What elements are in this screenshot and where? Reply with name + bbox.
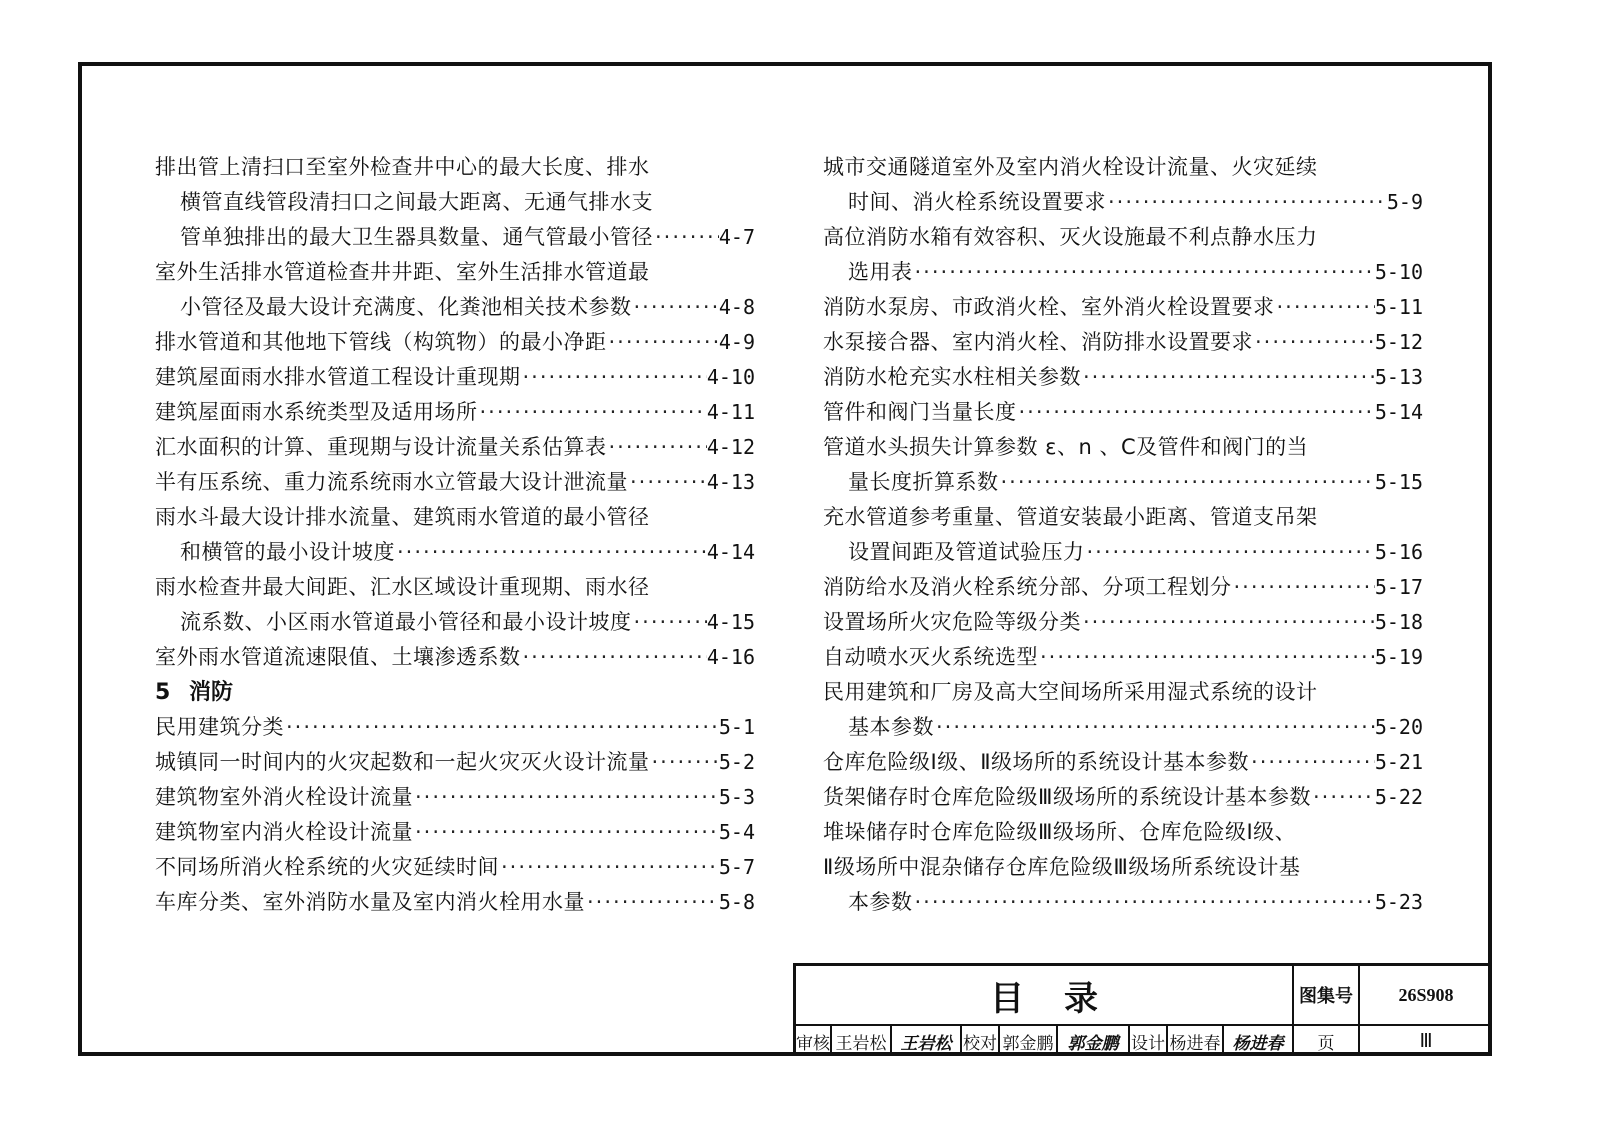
toc-entry-text: 城市交通隧道室外及室内消火栓设计流量、火灾延续 xyxy=(823,155,1318,179)
toc-entry xyxy=(155,570,755,605)
title-block xyxy=(793,963,1489,1053)
toc-entry-text: 货架储存时仓库危险级Ⅲ级场所的系统设计基本参数 xyxy=(823,785,1311,809)
toc-page-number: 4-15 xyxy=(706,610,755,634)
section-heading xyxy=(155,675,755,710)
toc-page-number: 4-14 xyxy=(706,540,755,564)
dot-leader xyxy=(1085,535,1375,570)
toc-entry xyxy=(823,780,1423,815)
toc-entry xyxy=(823,535,1423,570)
toc-entry xyxy=(155,255,755,290)
toc-right-column xyxy=(823,150,1423,920)
toc-entry xyxy=(155,500,755,535)
dot-leader xyxy=(934,710,1375,745)
dot-leader xyxy=(1017,395,1375,430)
toc-entry xyxy=(823,220,1423,255)
toc-page-number: 5-15 xyxy=(1374,470,1423,494)
dot-leader xyxy=(632,290,719,325)
toc-page-number: 5-3 xyxy=(718,785,755,809)
toc-entry-text: 充水管道参考重量、管道安装最小距离、管道支吊架 xyxy=(823,505,1318,529)
designer-signature: 杨进春 xyxy=(1224,1026,1294,1056)
toc-entry xyxy=(155,150,755,185)
dot-leader xyxy=(999,465,1375,500)
toc-entry xyxy=(155,710,755,745)
toc-entry-text: 设置间距及管道试验压力 xyxy=(848,540,1085,564)
toc-entry xyxy=(155,780,755,815)
signature-row xyxy=(796,1026,1492,1056)
dot-leader xyxy=(413,815,719,850)
dot-leader xyxy=(1038,640,1375,675)
toc-page-number: 5-12 xyxy=(1374,330,1423,354)
dot-leader xyxy=(478,395,707,430)
section-number: 5 xyxy=(155,680,171,705)
toc-entry xyxy=(823,360,1423,395)
toc-entry-text: 消防水枪充实水柱相关参数 xyxy=(823,365,1081,389)
toc-entry-text: 仓库危险级Ⅰ级、Ⅱ级场所的系统设计基本参数 xyxy=(823,750,1250,774)
toc-page-number: 5-21 xyxy=(1374,750,1423,774)
dot-leader xyxy=(413,780,719,815)
toc-entry xyxy=(155,325,755,360)
toc-entry xyxy=(823,850,1423,885)
toc-entry-text: 室外生活排水管道检查井井距、室外生活排水管道最 xyxy=(155,260,650,284)
toc-entry xyxy=(155,535,755,570)
toc-entry-text: 消防水泵房、市政消火栓、室外消火栓设置要求 xyxy=(823,295,1275,319)
designer-name: 杨进春 xyxy=(1168,1026,1224,1056)
toc-entry xyxy=(823,675,1423,710)
toc-page-number: 4-12 xyxy=(706,435,755,459)
dot-leader xyxy=(1106,185,1387,220)
toc-entry-text: 建筑物室外消火栓设计流量 xyxy=(155,785,413,809)
toc-entry-text: 民用建筑和厂房及高大空间场所采用湿式系统的设计 xyxy=(823,680,1318,704)
dot-leader xyxy=(653,220,719,255)
toc-entry xyxy=(155,465,755,500)
page-number: Ⅲ xyxy=(1419,1030,1433,1052)
toc-page-number: 5-14 xyxy=(1374,400,1423,424)
toc-page-number: 5-8 xyxy=(718,890,755,914)
toc-entry-text: 汇水面积的计算、重现期与设计流量关系估算表 xyxy=(155,435,607,459)
toc-entry xyxy=(155,885,755,920)
toc-entry xyxy=(155,185,755,220)
toc-entry-text: 建筑屋面雨水系统类型及适用场所 xyxy=(155,400,478,424)
toc-page-number: 5-11 xyxy=(1374,295,1423,319)
toc-entry-text: 建筑物室内消火栓设计流量 xyxy=(155,820,413,844)
toc-entry-text: 堆垛储存时仓库危险级Ⅲ级场所、仓库危险级Ⅰ级、 xyxy=(823,820,1297,844)
section-title: 消防 xyxy=(189,680,234,705)
toc-entry-text: 横管直线管段清扫口之间最大距离、无通气排水支 xyxy=(180,190,653,214)
dot-leader xyxy=(585,885,719,920)
toc-entry-text: 选用表 xyxy=(848,260,913,284)
dot-leader xyxy=(607,430,707,465)
toc-entry-text: 水泵接合器、室内消火栓、消防排水设置要求 xyxy=(823,330,1253,354)
toc-entry xyxy=(155,360,755,395)
dot-leader xyxy=(521,360,707,395)
toc-entry-text: 雨水检查井最大间距、汇水区域设计重现期、雨水径 xyxy=(155,575,650,599)
toc-entry-text: 管件和阀门当量长度 xyxy=(823,400,1017,424)
toc-entry-text: 民用建筑分类 xyxy=(155,715,284,739)
toc-left-column xyxy=(155,150,755,920)
toc-entry xyxy=(155,745,755,780)
toc-entry xyxy=(823,500,1423,535)
toc-entry xyxy=(823,640,1423,675)
toc-entry-text: 和横管的最小设计坡度 xyxy=(180,540,395,564)
toc-entry xyxy=(155,850,755,885)
review-label: 审核 xyxy=(796,1026,832,1056)
toc-page-number: 5-7 xyxy=(718,855,755,879)
toc-page-number: 4-16 xyxy=(706,645,755,669)
design-label: 设计 xyxy=(1130,1026,1168,1056)
dot-leader xyxy=(607,325,719,360)
toc-entry-text: 时间、消火栓系统设置要求 xyxy=(848,190,1106,214)
dot-leader xyxy=(650,745,719,780)
toc-entry xyxy=(155,640,755,675)
toc-entry-text: 自动喷水灭火系统选型 xyxy=(823,645,1038,669)
toc-entry xyxy=(823,430,1423,465)
toc-page-number: 4-8 xyxy=(718,295,755,319)
dot-leader xyxy=(1253,325,1375,360)
atlas-number-label: 图集号 xyxy=(1294,966,1360,1026)
reviewer-signature: 王岩松 xyxy=(892,1026,962,1056)
toc-entry xyxy=(823,325,1423,360)
dot-leader xyxy=(1081,605,1375,640)
toc-entry-text: 量长度折算系数 xyxy=(848,470,999,494)
toc-page-number: 4-10 xyxy=(706,365,755,389)
toc-page-number: 5-17 xyxy=(1374,575,1423,599)
toc-page-number: 5-19 xyxy=(1374,645,1423,669)
toc-entry xyxy=(155,430,755,465)
toc-page-number: 5-20 xyxy=(1374,715,1423,739)
toc-entry-text: 本参数 xyxy=(848,890,913,914)
toc-entry-text: 小管径及最大设计充满度、化粪池相关技术参数 xyxy=(180,295,632,319)
toc-entry xyxy=(823,710,1423,745)
toc-entry-text: 消防给水及消火栓系统分部、分项工程划分 xyxy=(823,575,1232,599)
toc-entry xyxy=(823,185,1423,220)
dot-leader xyxy=(395,535,707,570)
toc-page-number: 5-16 xyxy=(1374,540,1423,564)
toc-entry-text: 车库分类、室外消防水量及室内消火栓用水量 xyxy=(155,890,585,914)
toc-page-number: 5-9 xyxy=(1386,190,1423,214)
toc-page-number: 5-1 xyxy=(718,715,755,739)
toc-page-number: 4-13 xyxy=(706,470,755,494)
toc-page-number: 5-23 xyxy=(1374,890,1423,914)
dot-leader xyxy=(913,255,1375,290)
toc-entry xyxy=(823,465,1423,500)
dot-leader xyxy=(913,885,1375,920)
toc-entry-text: Ⅱ级场所中混杂储存仓库危险级Ⅲ级场所系统设计基 xyxy=(823,855,1301,879)
toc-entry-text: 不同场所消火栓系统的火灾延续时间 xyxy=(155,855,499,879)
dot-leader xyxy=(284,710,719,745)
toc-page-number: 4-7 xyxy=(718,225,755,249)
toc-entry xyxy=(823,395,1423,430)
dot-leader xyxy=(1081,360,1375,395)
toc-entry xyxy=(155,395,755,430)
atlas-number: 26S908 xyxy=(1360,966,1492,1026)
toc-entry-text: 雨水斗最大设计排水流量、建筑雨水管道的最小管径 xyxy=(155,505,650,529)
dot-leader xyxy=(1249,745,1375,780)
dot-leader xyxy=(499,850,719,885)
toc-entry xyxy=(823,815,1423,850)
toc-page-number: 4-9 xyxy=(718,330,755,354)
toc-entry xyxy=(823,605,1423,640)
reviewer-name: 王岩松 xyxy=(832,1026,892,1056)
toc-page-number: 5-10 xyxy=(1374,260,1423,284)
toc-entry-text: 室外雨水管道流速限值、土壤渗透系数 xyxy=(155,645,521,669)
toc-entry xyxy=(823,150,1423,185)
dot-leader xyxy=(628,465,707,500)
title-block-title: 目录 xyxy=(796,966,1294,1026)
dot-leader xyxy=(1275,290,1375,325)
toc-entry-text: 高位消防水箱有效容积、灭火设施最不利点静水压力 xyxy=(823,225,1318,249)
checker-signature: 郭金鹏 xyxy=(1058,1026,1130,1056)
dot-leader xyxy=(1232,570,1375,605)
toc-entry xyxy=(823,745,1423,780)
check-label: 校对 xyxy=(962,1026,1000,1056)
checker-name: 郭金鹏 xyxy=(1000,1026,1058,1056)
toc-entry xyxy=(155,605,755,640)
toc-page-number: 5-2 xyxy=(718,750,755,774)
toc-page-number: 5-4 xyxy=(718,820,755,844)
dot-leader xyxy=(632,605,707,640)
toc-page-number: 4-11 xyxy=(706,400,755,424)
toc-entry-text: 管单独排出的最大卫生器具数量、通气管最小管径 xyxy=(180,225,653,249)
toc-entry-text: 流系数、小区雨水管道最小管径和最小设计坡度 xyxy=(180,610,632,634)
dot-leader xyxy=(1311,780,1375,815)
toc-page-number: 5-13 xyxy=(1374,365,1423,389)
toc-page-number: 5-22 xyxy=(1374,785,1423,809)
toc-entry-text: 城镇同一时间内的火灾起数和一起火灾灭火设计流量 xyxy=(155,750,650,774)
toc-entry xyxy=(823,255,1423,290)
toc-entry-text: 管道水头损失计算参数 ε、n 、C及管件和阀门的当 xyxy=(823,435,1309,459)
dot-leader xyxy=(521,640,707,675)
toc-entry-text: 建筑屋面雨水排水管道工程设计重现期 xyxy=(155,365,521,389)
page-label: 页 xyxy=(1294,1026,1360,1056)
toc-entry xyxy=(155,290,755,325)
toc-entry-text: 基本参数 xyxy=(848,715,934,739)
toc-entry-text: 排水管道和其他地下管线（构筑物）的最小净距 xyxy=(155,330,607,354)
toc-page-number: 5-18 xyxy=(1374,610,1423,634)
toc-entry xyxy=(823,885,1423,920)
toc-entry xyxy=(155,220,755,255)
toc-entry-text: 设置场所火灾危险等级分类 xyxy=(823,610,1081,634)
toc-entry xyxy=(155,815,755,850)
toc-entry-text: 排出管上清扫口至室外检查井中心的最大长度、排水 xyxy=(155,155,650,179)
toc-entry xyxy=(823,290,1423,325)
toc-entry xyxy=(823,570,1423,605)
toc-entry-text: 半有压系统、重力流系统雨水立管最大设计泄流量 xyxy=(155,470,628,494)
